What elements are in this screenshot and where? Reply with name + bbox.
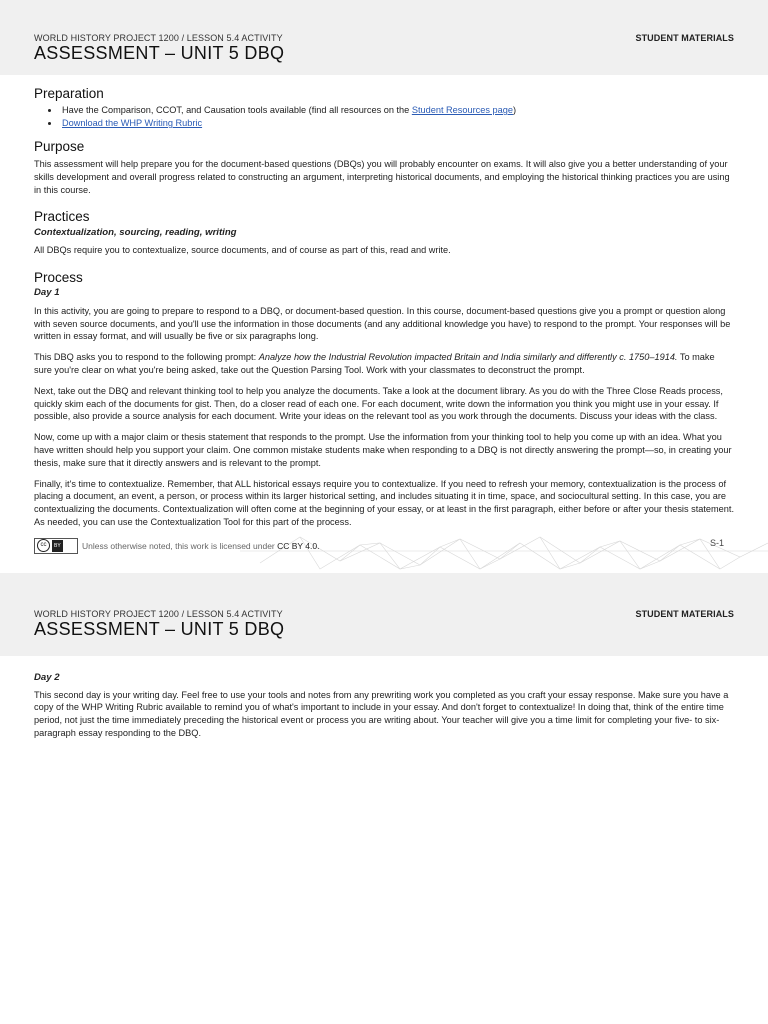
purpose-text: This assessment will help prepare you for the document-based questions (DBQs) you will probably encounter on exams. It will also give you a better understanding of your skills development and overall progress related to constructing an argument, interpreting historical documents, and employing the historical thinking practices you are using in this course. bbox=[34, 159, 730, 195]
course-label: WORLD HISTORY PROJECT 1200 / LESSON 5.4 ACTIVITY bbox=[34, 608, 283, 619]
page-header bbox=[0, 609, 768, 656]
page-title: ASSESSMENT – UNIT 5 DBQ bbox=[34, 618, 285, 639]
page-number: S-1 bbox=[709, 537, 724, 548]
prompt-outro: To make sure you're clear on what you're being asked, take out the Question Parsing Tool. Work with your classmates to deconstruct the prompt. bbox=[34, 352, 715, 375]
by-icon: BY bbox=[52, 540, 63, 552]
dbq-prompt: Analyze how the Industrial Revolution impacted Britain and India similarly and differently c. 1750–1914. bbox=[258, 352, 678, 363]
preparation-item-text: Have the Comparison, CCOT, and Causation tools available (find all resources on the bbox=[62, 105, 412, 115]
process-paragraph: In this activity, you are going to prepare to respond to a DBQ, or document-based question. In this course, document-based questions give you a prompt or question along with seven source documents, and you'll use the information in those documents (and any additional knowledge you have) to respond to the prompt. Your responses will be written in essay format, and will usually be five or six paragraphs long. bbox=[34, 305, 731, 342]
prompt-paragraph bbox=[34, 351, 734, 377]
page-footer bbox=[0, 533, 768, 573]
practices-heading: Practices bbox=[34, 209, 90, 225]
preparation-heading: Preparation bbox=[34, 86, 104, 101]
student-materials-label: STUDENT MATERIALS bbox=[635, 608, 734, 619]
writing-rubric-link[interactable]: Download the WHP Writing Rubric bbox=[62, 118, 203, 128]
preparation-item bbox=[60, 117, 734, 130]
process-paragraph: Finally, it's time to contextualize. Remember, that ALL historical essays require you to contextualize. If you need to refresh your memory, contextualization is the process of placing a document, an event, a person, or process within its larger historical setting, and includes situating it in time, space, and sociocultural setting. In this case, you are contextualizing the documents. Contextualization will often come at the beginning of your essay, or at least in the first paragraph, either before or after your thesis statement. As needed, you can use the Contextualization Tool for this part of the process. bbox=[34, 478, 734, 527]
student-materials-label: STUDENT MATERIALS bbox=[635, 33, 734, 43]
day-2-text: This second day is your writing day. Feel free to use your tools and notes from any prewriting work you completed as you craft your essay response. Make sure you have a copy of the WHP Writing Rubric available to remind you of what's important to include in your essay. And don't forget to contextualize! In doing that, think of the entire time period, not just the time immediately preceding the historical event or process you are writing about. Your teacher will give you a time limit for completing your five- to six-paragraph essay responding to the DBQ. bbox=[34, 689, 729, 738]
process-paragraph: Next, take out the DBQ and relevant thinking tool to help you analyze the documents. Take a look at the document library. As you do with the Three Close Reads process, quickly skim each of the documents for gist. Then, do a closer read of each one. For each document, write down the information you think you might use in your essay. If possible, also provide a source analysis for each document. Write your ideas on the relevant tool as you work through the documents. Discuss your ideas with the class. bbox=[34, 385, 723, 422]
page-gap bbox=[0, 573, 768, 609]
preparation-item-end: ) bbox=[512, 105, 517, 115]
page-1-content bbox=[0, 86, 768, 529]
page-title: ASSESSMENT – UNIT 5 DBQ bbox=[34, 43, 285, 63]
license-text bbox=[82, 541, 320, 551]
prompt-intro: This DBQ asks you to respond to the following prompt: bbox=[34, 352, 259, 363]
process-paragraph: Now, come up with a major claim or thesis statement that responds to the prompt. Use the information from your thinking tool to help you come up with an idea. What you have written should help you support your claim. One common mistake students make when responding to a DBQ is not directly answering the prompt—so, in creating your thesis, make sure that it directly answers and is relevant to the prompt. bbox=[34, 432, 732, 468]
purpose-heading: Purpose bbox=[34, 139, 85, 154]
footer-pattern bbox=[0, 533, 768, 573]
page-2-content bbox=[0, 672, 768, 740]
course-label: WORLD HISTORY PROJECT 1200 / LESSON 5.4 ACTIVITY bbox=[34, 33, 283, 43]
preparation-list bbox=[34, 104, 734, 130]
day-1-label: Day 1 bbox=[34, 286, 60, 298]
page-header bbox=[0, 0, 768, 75]
preparation-item bbox=[60, 104, 734, 117]
cc-by-link[interactable]: CC BY 4.0. bbox=[277, 540, 320, 551]
student-resources-link[interactable]: Student Resources page bbox=[411, 105, 513, 115]
license-statement: Unless otherwise noted, this work is licensed under bbox=[82, 540, 278, 551]
practices-subheading: Contextualization, sourcing, reading, writing bbox=[34, 227, 237, 239]
cc-icon: cc bbox=[37, 539, 50, 552]
practices-text: All DBQs require you to contextualize, source documents, and of course as part of this, read and write. bbox=[34, 245, 451, 256]
page-2 bbox=[0, 609, 768, 740]
day-2-label: Day 2 bbox=[34, 671, 60, 683]
process-heading: Process bbox=[34, 269, 83, 285]
cc-license-badge[interactable] bbox=[34, 538, 78, 554]
